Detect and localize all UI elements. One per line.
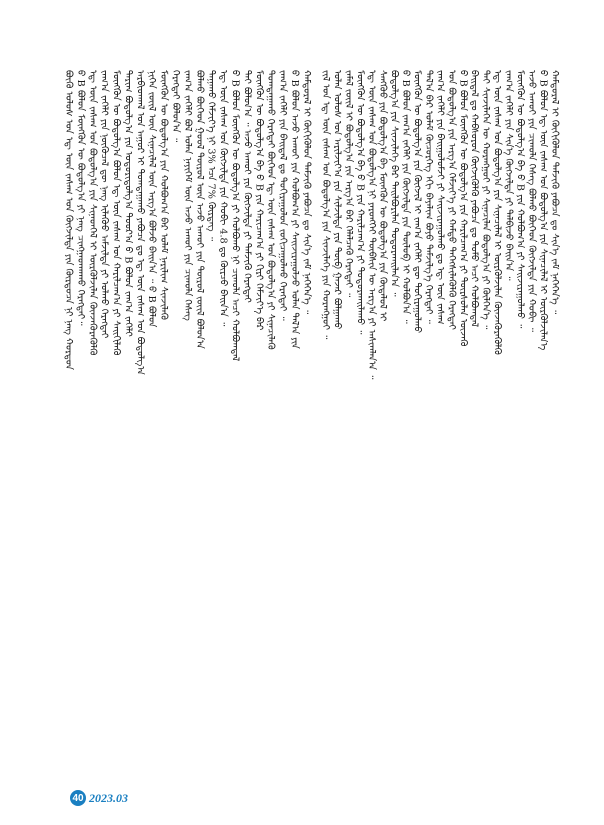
text-line: ᠮᠥᠩᠭᠦᠨ ᠦ ᠪᠣᠳᠣᠯᠭ᠎ᠠ ᠪᠤᠯᠤᠨ ᠡᠳ᠋ ᠦᠨ ᠵᠠᠰᠠᠭ ᠤᠨ ᠬᠠᠷᠢᠯᠴᠠᠭ᠎ᠠ ᠶᠢ ᠰᠡᠢᠬᠢᠯᠡᠬᠦ	[110, 70, 122, 356]
page-footer	[70, 790, 128, 806]
text-line: ᠮᠥᠩᠭᠦᠨ ᠦ ᠪᠣᠳᠣᠯᠭ᠎ᠠ ᠶᠢᠨ ᠬᠥᠭᠵᠢᠯ ᠢ ᠵᠠᠬ᠎ᠠ ᠵᠡᠭᠡᠯᠢ ᠳᠦ ᠲᠣᠬᠢᠷᠠᠭᠤᠯᠬᠤ	[411, 70, 423, 334]
text-line: ᠠᠷᠪᠢᠳᠬᠠᠯ ᠤᠨ ᠠᠭᠤᠷ ᠢ ᠲᠣᠭᠲᠠᠭᠠᠬᠤ ᠶᠠᠪᠤᠴᠠ ᠳᠤ ᠡᠳ᠋ ᠦᠨ ᠵᠠᠰᠠᠭ ᠤᠨ ᠪᠣᠳᠣᠯᠭ᠎ᠠ	[134, 70, 146, 376]
text-line: ᠡᠳ᠋ ᠦᠨ ᠵᠠᠰᠠᠭ ᠤᠨ ᠪᠣᠳᠣᠯᠭ᠎ᠠ ᠶᠢᠨ ᠰᠢᠨᠡᠴᠢᠯᠡᠯ ᠢ ᠦᠷᠭᠦᠯᠵᠢᠯᠡᠨ ᠭᠦᠨᠵᠡᠭᠦᠷᠡᠭᠦᠯᠬᠦ	[491, 70, 503, 355]
text-line: ᠵᠠᠬ᠎ᠠ ᠵᠡᠭᠡᠯᠢ ᠶᠢᠨ ᠪᠠᠢᠳᠠᠯ ᠳᠤ ᠲᠣᠬᠢᠷᠠᠭᠤᠯᠤᠨ ᠵᠣᠬᠢᠴᠠᠭᠤᠯᠬᠤ ᠬᠡᠷᠡᠭᠲᠡᠢ ᠃	[277, 70, 289, 321]
text-line: ᠮᠥᠩᠭᠦᠨ ᠦ ᠪᠣᠳᠣᠯᠭ᠎ᠠ ᠪᠠ ᠪ B ᠶᠢᠨ ᠬᠠᠷᠢᠯᠴᠠᠭ᠎ᠠ ᠶᠢ ᠲᠣᠳᠣᠷᠬᠠᠢᠯᠠᠬᠤ ᠃	[354, 70, 366, 335]
text-column-right	[320, 70, 560, 785]
text-line: ᠲᠣᠭᠲᠠᠭᠠᠬᠤ ᠬᠡᠷᠡᠭᠲᠡᠢ ᠪᠥᠭᠡᠳ ᠡᠳ᠋ ᠦᠨ ᠵᠠᠰᠠᠭ ᠤᠨ ᠪᠣᠳᠣᠯᠭ᠎ᠠ ᠶᠢ ᠰᠢᠨᠡᠴᠢᠯᠡᠬᠦ	[265, 70, 277, 350]
text-line: ᠵᠠᠬ᠎ᠠ ᠵᠡᠭᠡᠯᠢ ᠪᠣᠯ ᠣᠯᠠᠨ ᠨᠡᠶᠢᠭᠡᠮ ᠦᠨ ᠠᠵᠤ ᠠᠬᠤᠢ ᠶᠢᠨ ᠴᠢᠬᠤᠯᠠ ᠬᠡᠰᠡᠭ	[181, 70, 193, 321]
text-line: ᠲᠠᠢ ᠪᠣᠯᠤᠨ᠎ᠠ ᠃ ᠠᠵᠤ ᠠᠬᠤᠢ ᠶᠢᠨ ᠬᠥᠭᠵᠢᠯᠲᠡ ᠶᠢ ᠳᠡᠮᠵᠢᠬᠦ ᠬᠡᠷᠡᠭᠲᠡᠢ	[241, 70, 253, 303]
text-line: ᠮᠥᠩᠭᠦᠨ ᠦ ᠪᠣᠳᠣᠯᠭ᠎ᠠ ᠶᠢᠨ ᠬᠣᠯᠪᠣᠭ᠎ᠠ ᠪᠠᠷ ᠤᠯᠠᠮ ᠨᠠᠷᠢᠯᠢᠭ ᠰᠢᠨᠵᠢᠯᠡᠬᠦ	[158, 70, 170, 320]
text-line: ᠮᠥᠩᠭᠦᠨ ᠦ ᠪᠣᠳᠣᠯᠭ᠎ᠠ ᠪᠠ ᠪ B ᠶᠢᠨ ᠬᠣᠯᠪᠣᠭ᠎ᠠ ᠶᠢ ᠰᠠᠢᠵᠢᠷᠠᠭᠤᠯᠬᠤ ᠃	[514, 70, 526, 329]
text-line: ᠪ B ᠪᠤᠯᠤᠨ ᠮᠥᠩᠭᠦᠨ ᠦ ᠪᠣᠳᠣᠯᠭ᠎ᠠ ᠶᠢ ᠨᠡᠩ ᠴᠢᠩᠭᠠᠳᠬᠠᠬᠤ ᠬᠡᠷᠡᠭᠲᠡᠢ᠃	[74, 70, 86, 326]
text-line: ᠪ B ᠪᠤᠯᠤᠨ ᠮᠥᠩᠭᠦᠨ ᠦ ᠪᠣᠳᠣᠯᠭ᠎ᠠ ᠶᠢ ᠬᠣᠯᠪᠤᠬᠤ ᠨᠢ ᠴᠢᠬᠤᠯᠠ ᠠᠴᠢ ᠬᠣᠯᠪᠣᠭᠳᠠᠯ	[229, 70, 241, 362]
text-line: ᠪ B ᠪᠤᠯᠤᠨ ᠵᠠᠬ᠎ᠠ ᠵᠡᠭᠡᠯᠢ ᠶᠢᠨ ᠬᠥᠭᠵᠢᠯᠲᠡ ᠶᠢᠨ ᠲᠥᠯᠥᠪ ᠢ ᠬᠣᠯᠪᠣᠨ᠎ᠠ ᠃	[400, 70, 412, 324]
text-line: ᠰᠠᠩᠬᠦᠦ ᠶᠢᠨ ᠪᠣᠳᠣᠯᠭ᠎ᠠ ᠪᠠ ᠮᠥᠩᠭᠦᠨ ᠦ ᠪᠣᠳᠣᠯᠭ᠎ᠠ ᠶᠢᠨ ᠬᠥᠳᠡᠯᠦᠯ ᠢ	[377, 70, 389, 322]
text-line: ᠪ B ᠪᠤᠯᠤᠨ ᠡᠳ᠋ ᠦᠨ ᠵᠠᠰᠠᠭ ᠤᠨ ᠪᠣᠳᠣᠯᠭ᠎ᠠ ᠶᠢᠨ ᠰᠢᠨᠡᠴᠢᠯᠡᠯ ᠢ ᠦᠷᠭᠦᠯᠵᠢᠯᠡᠨ᠎ᠡ	[537, 70, 549, 351]
text-line: ᠣᠯᠠᠨ ᠤᠯᠤᠰ ᠤᠨ ᠠᠷᠢᠯᠵᠢᠶ᠎ᠠ ᠶᠢᠨ ᠰᠢᠯᠵᠢᠯᠲᠡ ᠶᠢᠨ ᠲᠥᠪ ᠭᠠᠵᠠᠷ ᠪᠣᠯᠭᠠᠬᠤ	[331, 70, 343, 330]
text-line: ᠪ B ᠪᠤᠯᠤᠨ ᠮᠥᠩᠭᠦᠨ ᠦ ᠪᠣᠳᠣᠯᠭ᠎ᠠ ᠶᠢᠨ ᠬᠠᠷᠢᠯᠴᠠᠭ᠎ᠠ ᠶᠢ ᠳᠦᠷᠰᠦᠯᠡᠨ ᠦᠵᠡᠬᠦ	[457, 70, 469, 347]
text-line: ᠪᠣᠳᠣᠯᠭ᠎ᠠ ᠶᠢᠨ ᠰᠢᠨᠵᠢᠯᠡᠭᠡ ᠪᠡᠷ ᠲᠠᠢᠯᠪᠤᠷᠢᠯᠠᠨ ᠲᠣᠳᠣᠷᠬᠠᠢᠯᠠᠨ᠎ᠠ ᠃	[388, 70, 400, 297]
text-line: ᠬᠠᠮᠲᠤᠷᠠᠯ ᠢ ᠬᠥᠬᠢᠭᠦᠯᠦᠨ ᠳᠡᠮᠵᠢᠬᠦ ᠶᠠᠪᠤᠴᠠ ᠳᠤ ᠰᠢᠨ᠎ᠡ ᠵᠠᠮ ᠨᠡᠭᠡᠭᠡᠨ᠎ᠡ ᠃	[300, 70, 312, 315]
text-line: ᠬᠡᠷᠡᠭᠲᠡᠢ ᠪᠣᠯᠤᠨ᠎ᠠ ᠃	[170, 70, 182, 143]
text-line: ᠲᠠᠢ ᠰᠢᠨᠵᠢᠯᠡᠭᠡᠨ ᠦ ᠬᠤᠷᠠᠩᠭᠤᠢ ᠶᠢ ᠰᠢᠨᠡᠴᠢᠯᠡᠨ ᠪᠣᠳᠣᠯᠭ᠎ᠠ ᠶᠢ ᠭᠥᠯᠭᠡᠨ᠎ᠡ ᠃	[480, 70, 492, 330]
text-line: ᠵᠢᠯ ᠤᠨ ᠡᠳ᠋ ᠦᠨ ᠵᠠᠰᠠᠭ ᠤᠨ ᠪᠣᠳᠣᠯᠭ᠎ᠠ ᠶᠢᠨ ᠰᠢᠨᠵᠢᠯᠡᠭᠡ ᠶᠢᠨ ᠬᠤᠷᠠᠩᠭᠤᠢ ᠃	[320, 70, 331, 340]
text-line: ᠲᠠᠯ᠎ᠠ ᠪᠡᠷ ᠤᠯᠠᠮ ᠬᠦᠴᠦᠷᠬᠡᠭ ᠡᠬᠢ ᠪᠠᠶᠠᠯᠢᠭ ᠪᠤᠶᠤ ᠳᠡᠮᠵᠢᠯᠭ᠎ᠡ ᠬᠡᠷᠡᠭᠲᠡᠢ ᠃	[422, 70, 434, 324]
text-line: ᠬᠠᠮᠲᠤᠷᠠᠯ ᠢ ᠬᠥᠬᠢᠭᠦᠯᠦᠨ ᠳᠡᠮᠵᠢᠬᠦ ᠶᠠᠪᠤᠴᠠ ᠳᠤ ᠰᠢᠨ᠎ᠡ ᠵᠠᠮ ᠨᠡᠭᠡᠭᠡᠨ᠎ᠡ ᠃	[548, 70, 560, 315]
issue-label: 2023.03	[89, 790, 128, 805]
text-line: ᠮᠥᠩᠭᠦᠨ ᠦ ᠪᠣᠳᠣᠯᠭ᠎ᠠ ᠪᠠ ᠪ B ᠶᠢᠨ ᠬᠠᠷᠢᠴᠠᠭ᠎ᠠ ᠶᠢ ᠬᠢᠷᠢ ᠬᠡᠮᠵᠢᠶ᠎ᠡ ᠪᠡᠷ	[253, 70, 265, 331]
text-line: ᠪᠤᠯᠬᠤ ᠪᠥᠭᠡᠳ ᠭᠣᠣᠯ ᠲᠥᠷᠥᠯ ᠦᠨ ᠠᠵᠤ ᠠᠬᠤᠢ ᠶᠢᠨ ᠲᠥᠷᠥᠯ ᠵᠦᠢᠯ ᠪᠣᠯᠤᠨ᠎ᠠ	[193, 70, 205, 349]
text-line: ᠵᠠᠬ᠎ᠠ ᠵᠡᠭᠡᠯᠢ ᠶᠢᠨ ᠰᠢᠨ᠎ᠡ ᠬᠥᠭᠵᠢᠯᠲᠡ ᠶᠢ ᠲᠠᠯᠪᠢᠵᠤ ᠪᠠᠢᠨ᠎ᠠ ᠃	[503, 70, 514, 281]
text-line: ᠠᠵᠤ ᠠᠬᠤᠢ ᠶᠢᠨ ᠴᠢᠬᠤᠯᠠ ᠬᠡᠰᠡᠭ ᠪᠤᠯᠬᠤ ᠪᠥᠭᠡᠳ ᠬᠥᠭᠵᠢᠯᠲᠡ ᠶᠢᠨ ᠬᠤᠪᠢ ᠃	[525, 70, 537, 332]
text-line: ᠡᠳ᠋ ᠦᠨ ᠵᠠᠰᠠᠭ ᠤᠨ ᠬᠥᠭᠵᠢᠯᠲᠡ ᠶᠢᠨ ᠬᠤᠪᠢ 4.8 ᠳᠤ ᠬᠦᠷᠴᠦ ᠪᠠᠢᠨ᠎ᠠ ᠃	[217, 70, 229, 327]
text-line: ᠪᠦᠬᠦ ᠤᠯᠤᠰ ᠤᠨ ᠡᠳ᠋ ᠦᠨ ᠵᠠᠰᠠᠭ ᠤᠨ ᠬᠥᠭᠵᠢᠯᠲᠡ ᠶᠢᠨ ᠬᠦᠷᠳᠦᠴᠡ ᠨᠢ ᠨᠡᠩ ᠬᠤᠷᠳᠤᠨ	[63, 70, 74, 371]
text-line: ᠡᠳ᠋ ᠦᠨ ᠵᠠᠰᠠᠭ ᠤᠨ ᠪᠣᠳᠣᠯᠭ᠎ᠠ ᠶᠢᠨ ᠰᠢᠨᠡᠳᠬᠡᠯ ᠢ ᠦᠷᠭᠦᠯᠵᠢᠯᠡᠨ ᠭᠦᠨᠵᠡᠭᠦᠷᠡᠭᠦᠯᠬᠦ	[86, 70, 98, 356]
text-line: ᠲᠠᠷᠢᠭ ᠪᠣᠳᠣᠯᠭ᠎ᠠ ᠶᠢᠨ ᠤᠳᠤᠷᠢᠳᠤᠯᠭ᠎ᠠ ᠳᠤᠤᠷ᠎ᠠ ᠪ B ᠪᠤᠯᠤᠨ ᠵᠠᠬ᠎ᠠ ᠵᠡᠭᠡᠯᠢ	[122, 70, 134, 337]
text-column-left	[63, 70, 312, 785]
text-line: ᠳᠠᠭᠠᠬᠤ ᠬᠡᠮᠵᠢᠶ᠎ᠡ ᠨᠢ 3% ᠡᠴᠡ 7% ᠬᠦᠷᠳᠡᠭ ᠃	[205, 70, 217, 242]
text-line: ᠵᠠᠬ᠎ᠠ ᠵᠡᠭᠡᠯᠢ ᠶᠢᠨ ᠨᠥᠬᠦᠴᠡᠯ ᠳᠦ ᠨᠡᠩ ᠢᠯᠡᠭᠦᠦ ᠠᠮᠵᠢᠯᠲᠠ ᠶᠢ ᠣᠯᠬᠤ ᠬᠡᠷᠡᠭᠲᠡᠢ	[98, 70, 110, 339]
text-line: ᠵᠠᠬ᠎ᠠ ᠵᠡᠭᠡᠯᠢ ᠶᠢᠨ ᠪᠠᠢᠭᠤᠯᠤᠮᠵᠢ ᠶᠢ ᠰᠠᠢᠵᠢᠷᠠᠭᠤᠯᠬᠤ ᠳᠤ ᠡᠳ᠋ ᠦᠨ ᠵᠠᠰᠠᠭ	[434, 70, 446, 325]
text-line: ᠵᠠᠮᠠᠯ ᠵᠦᠢᠯ ᠢ ᠪᠣᠳᠣᠯᠭ᠎ᠠ ᠶᠢᠨ ᠠᠷᠭ᠎ᠠ ᠪᠠᠷ ᠬᠡᠯᠡᠯᠴᠡᠬᠦ ᠬᠡᠷᠡᠭᠲᠡᠢ ᠃	[342, 70, 354, 298]
text-line: ᠤᠨ ᠪᠣᠳᠣᠯᠭ᠎ᠠ ᠶᠢᠨ ᠠᠷᠭ᠎ᠠ ᠬᠡᠮᠵᠢᠶ᠎ᠡ ᠶᠢ ᠬᠠᠮᠲᠤ ᠳᠡᠭᠡᠭᠰᠢᠯᠡᠭᠦᠯᠬᠦ ᠬᠡᠷᠡᠭᠲᠡᠢ	[445, 70, 457, 330]
page-number-badge: 40	[70, 790, 86, 806]
text-line: ᠪᠠᠢᠳᠠᠯ ᠳᠤ ᠬᠠᠪᠰᠤᠷᠤᠨ ᠬᠥᠭᠵᠢᠭᠦᠯᠬᠦ ᠶᠠᠪᠤᠴᠠ ᠳᠤ ᠲᠣᠮᠣ ᠠᠴᠢ ᠬᠣᠯᠪᠣᠭᠳᠠᠯ	[468, 70, 480, 328]
text-line: ᠡᠳ᠋ ᠦᠨ ᠵᠠᠰᠠᠭ ᠤᠨ ᠪᠣᠳᠣᠯᠭ᠎ᠠ ᠨᠢ ᠶᠡᠷᠦᠩᠬᠡᠢ ᠲᠥᠪᠰᠢᠨ ᠦ ᠠᠷᠭ᠎ᠠ ᠶᠢ ᠠᠰᠢᠭᠯᠠᠨ᠎ᠠ ᠃	[365, 70, 377, 380]
text-line: ᠪ B ᠪᠤᠯᠤᠨ ᠠᠵᠤ ᠠᠬᠤᠢ ᠶᠢᠨ ᠬᠣᠯᠪᠣᠭ᠎ᠠ ᠶᠢ ᠰᠠᠢᠵᠢᠷᠠᠭᠤᠯᠵᠤ ᠣᠯᠠᠨ ᠲᠠᠯ᠎ᠠ ᠶᠢᠨ	[288, 70, 300, 349]
text-line: ᠨᠢᠭᠡᠨ ᠵᠦᠢᠯ ᠦᠨ ᠰᠢᠨᠡᠴᠢᠯᠡᠯ ᠦᠨ ᠠᠷᠭ᠎ᠠ ᠪᠣᠯᠵᠤ ᠪᠠᠢᠨ᠎ᠠ ᠃ ᠪ B ᠪᠤᠯᠤᠨ	[146, 70, 158, 328]
